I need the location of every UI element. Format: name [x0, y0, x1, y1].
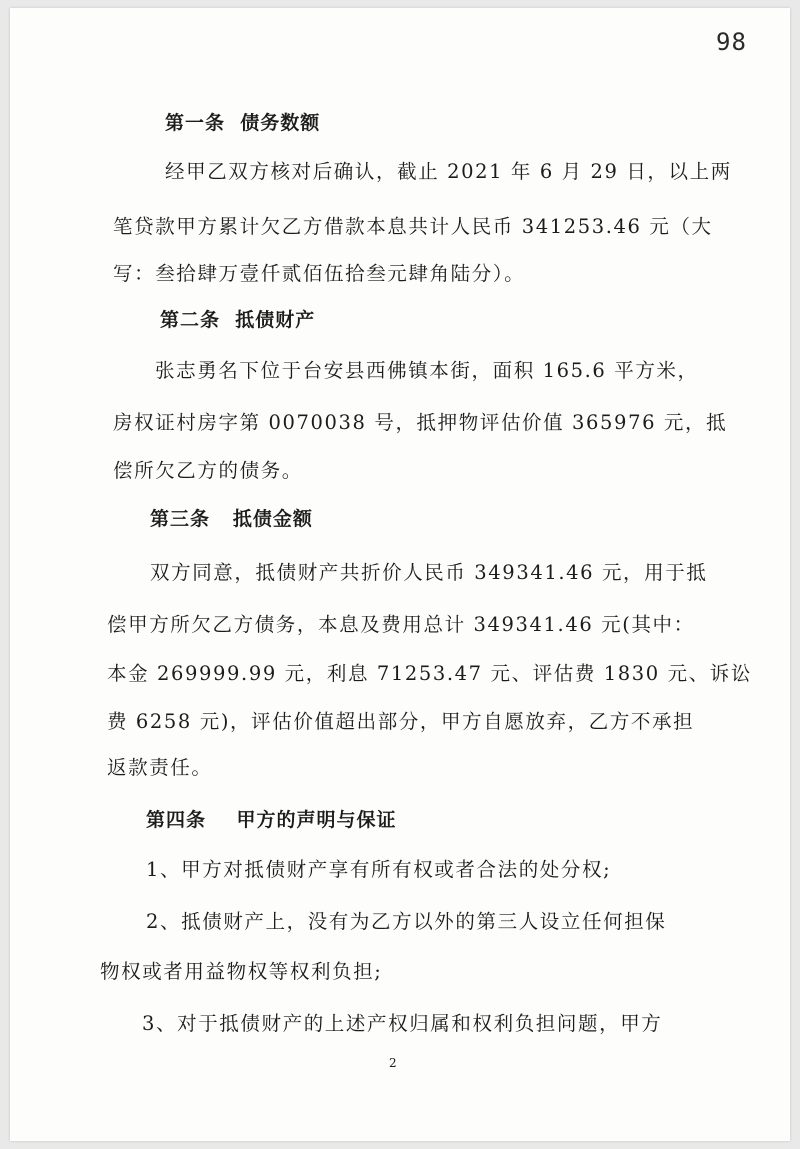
paragraph-line: 笔贷款甲方累计欠乙方借款本息共计人民币 341253.46 元（大 — [113, 215, 713, 238]
paragraph-line: 张志勇名下位于台安县西佛镇本街，面积 165.6 平方米， — [155, 359, 699, 382]
paragraph-line: 写：叁拾肆万壹仟贰佰伍拾叁元肆角陆分）。 — [113, 262, 526, 285]
paragraph-line: 偿所欠乙方的债务。 — [113, 459, 303, 482]
section-heading: 第二条 抵债财产 — [160, 309, 316, 331]
section-heading: 第三条 抵债金额 — [150, 508, 313, 530]
paragraph-line: 费 6258 元)，评估价值超出部分，甲方自愿放弃，乙方不承担 — [107, 710, 695, 733]
paragraph-line: 物权或者用益物权等权利负担; — [100, 960, 383, 983]
page-number: 2 — [389, 1056, 397, 1070]
paragraph-line: 双方同意，抵债财产共折价人民币 349341.46 元，用于抵 — [150, 561, 708, 584]
paragraph-line: 偿甲方所欠乙方债务，本息及费用总计 349341.46 元(其中： — [107, 613, 695, 636]
handwritten-page-number: 98 — [716, 28, 747, 56]
paragraph-line: 2、抵债财产上，没有为乙方以外的第三人设立任何担保 — [146, 910, 667, 933]
paragraph-line: 房权证村房字第 0070038 号，抵押物评估价值 365976 元，抵 — [113, 411, 728, 434]
document-page — [10, 8, 790, 1141]
paragraph-line: 1、甲方对抵债财产享有所有权或者合法的处分权; — [146, 858, 612, 881]
section-heading: 第四条 甲方的声明与保证 — [146, 809, 397, 831]
paragraph-line: 经甲乙双方核对后确认，截止 2021 年 6 月 29 日，以上两 — [165, 160, 732, 183]
paragraph-line: 本金 269999.99 元，利息 71253.47 元、评估费 1830 元、诉讼 — [107, 662, 753, 685]
paragraph-line: 3、对于抵债财产的上述产权归属和权利负担问题，甲方 — [142, 1012, 663, 1035]
paragraph-line: 返款责任。 — [107, 756, 213, 779]
section-heading: 第一条 债务数额 — [165, 112, 321, 134]
